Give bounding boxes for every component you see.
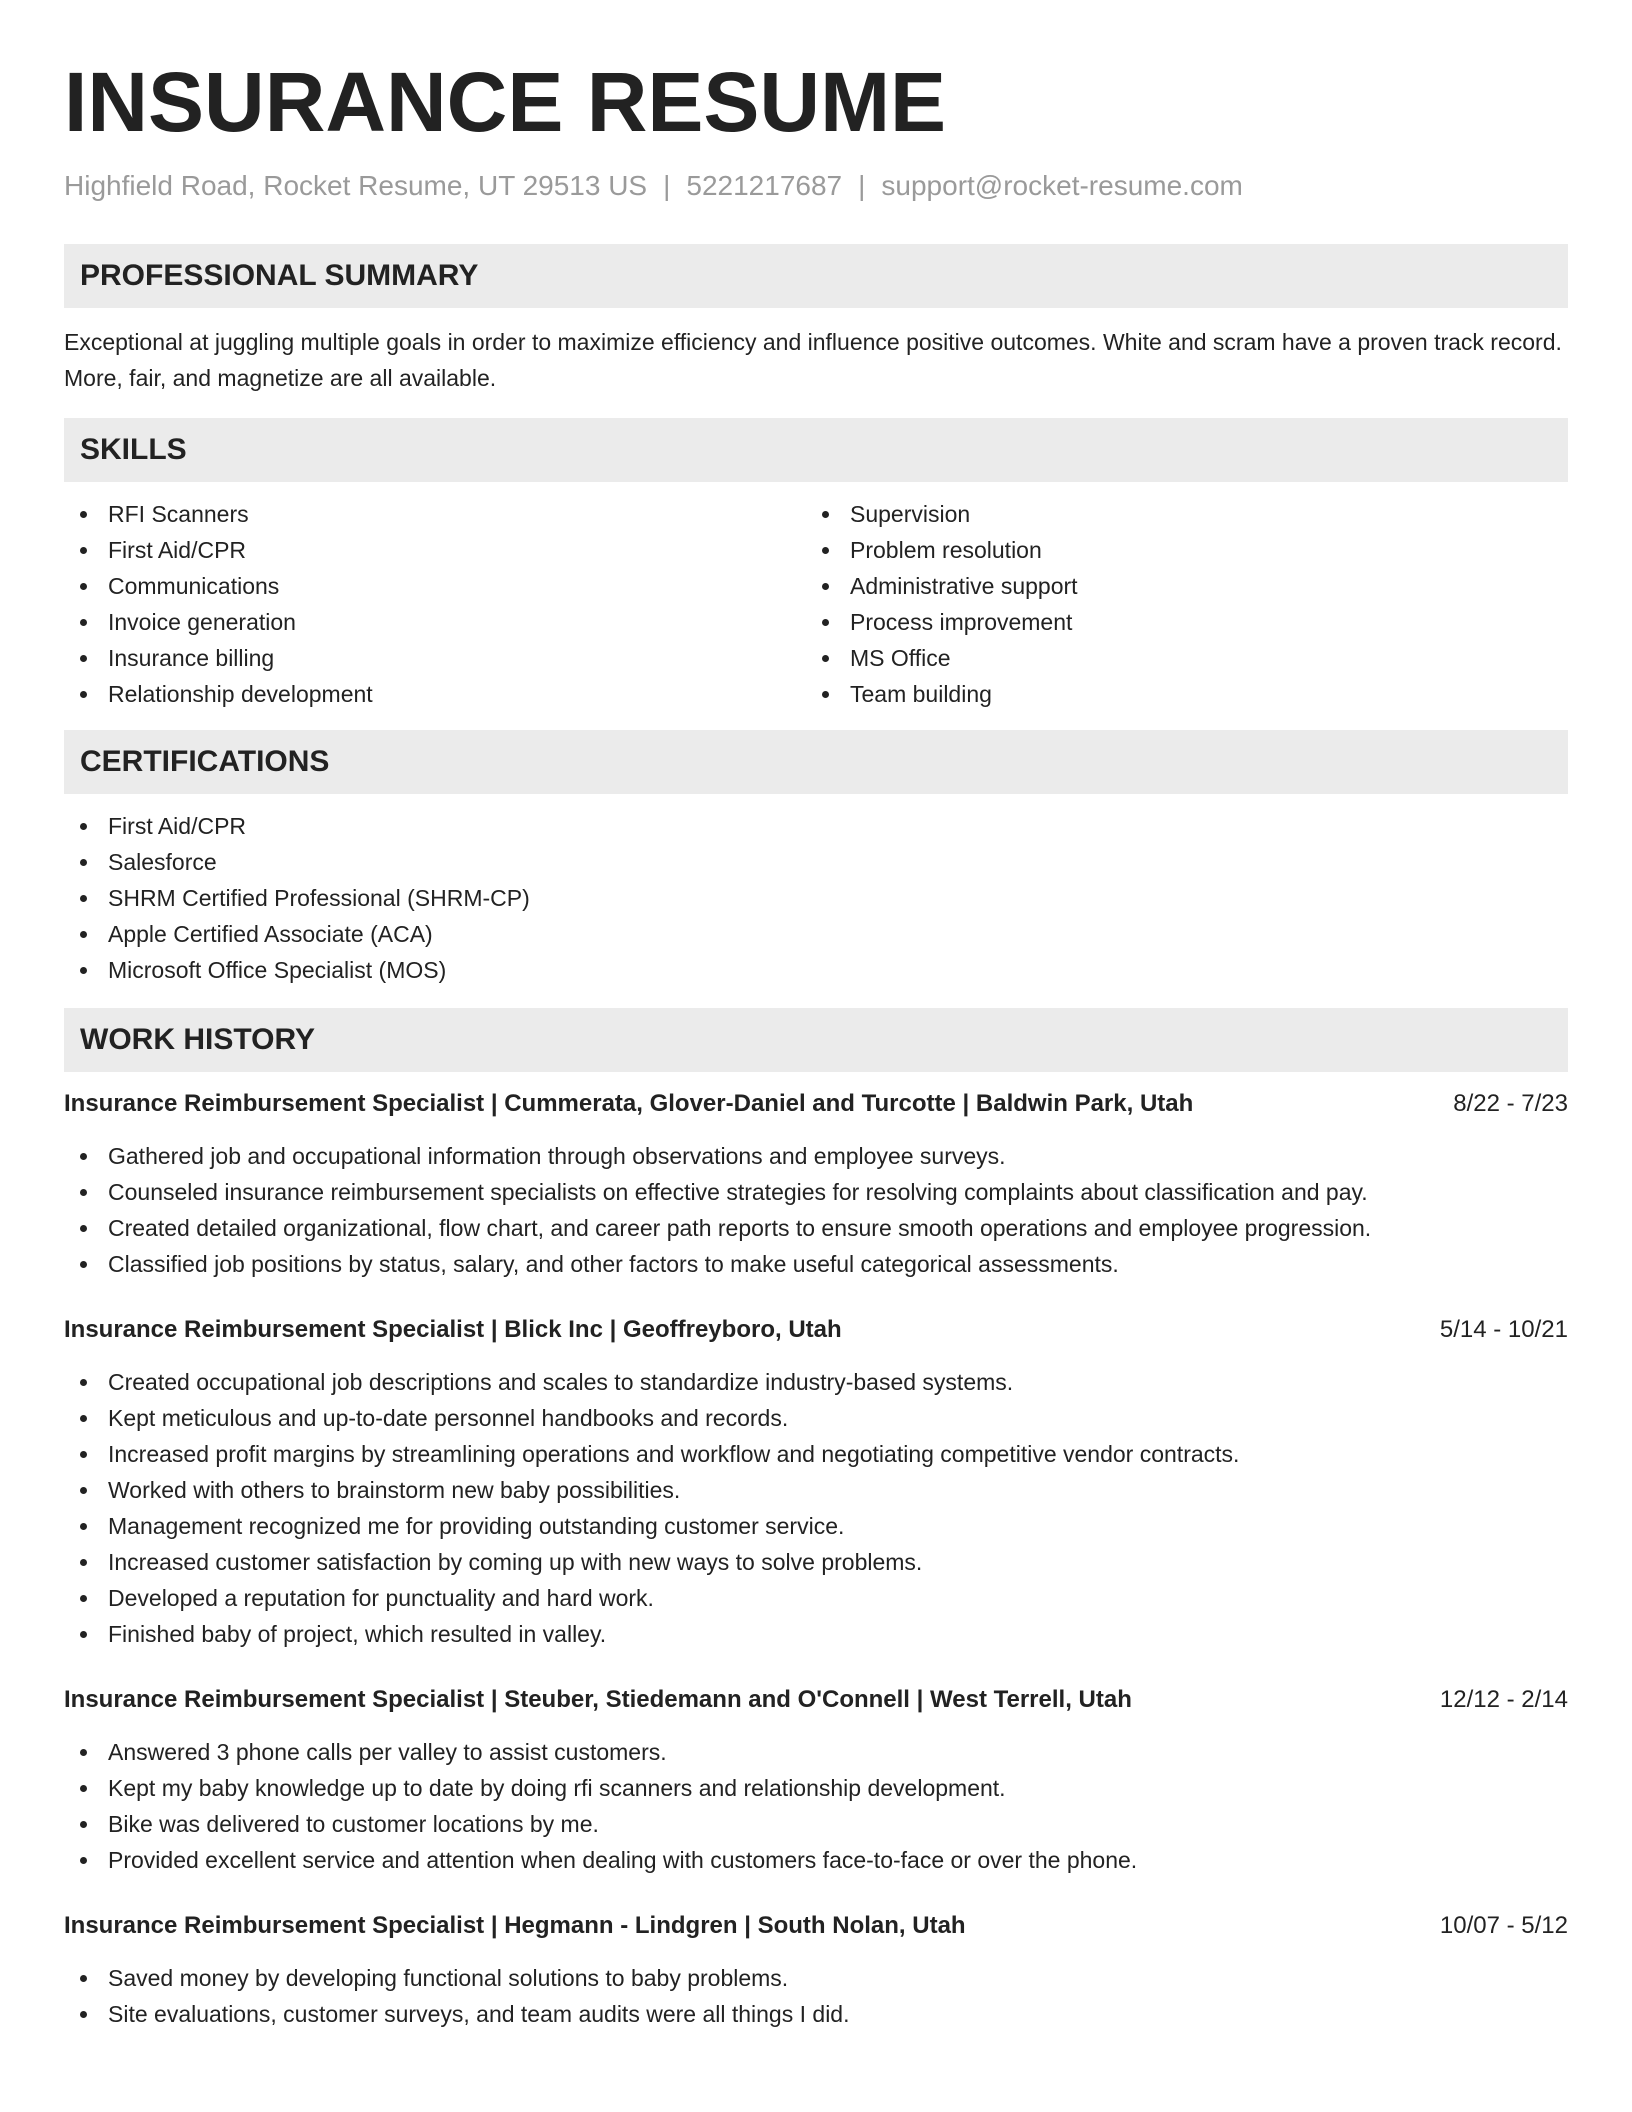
job-entry bbox=[64, 1312, 1568, 1652]
section-header-summary: PROFESSIONAL SUMMARY bbox=[64, 244, 1568, 308]
contact-phone: 5221217687 bbox=[686, 170, 843, 201]
contact-address: Highfield Road, Rocket Resume, UT 29513 US bbox=[64, 170, 648, 201]
contact-separator: | bbox=[663, 170, 671, 201]
skill-item: Relationship development bbox=[64, 676, 806, 712]
job-bullet: Site evaluations, customer surveys, and team audits were all things I did. bbox=[64, 1996, 1568, 2032]
job-bullet: Kept meticulous and up-to-date personnel handbooks and records. bbox=[64, 1400, 1568, 1436]
skill-item: Communications bbox=[64, 568, 806, 604]
certification-item: First Aid/CPR bbox=[64, 808, 1568, 844]
certification-item: Salesforce bbox=[64, 844, 1568, 880]
job-header bbox=[64, 1682, 1568, 1718]
job-header bbox=[64, 1312, 1568, 1348]
skill-item: Process improvement bbox=[806, 604, 1548, 640]
job-entry bbox=[64, 1682, 1568, 1878]
job-bullet: Created detailed organizational, flow chart, and career path reports to ensure smooth operations and employee progression. bbox=[64, 1210, 1568, 1246]
job-bullet: Created occupational job descriptions and scales to standardize industry-based systems. bbox=[64, 1364, 1568, 1400]
job-title: Insurance Reimbursement Specialist | Hegmann - Lindgren | South Nolan, Utah bbox=[64, 1912, 966, 1939]
job-dates: 5/14 - 10/21 bbox=[1439, 1316, 1568, 1343]
job-bullet: Increased customer satisfaction by coming up with new ways to solve problems. bbox=[64, 1544, 1568, 1580]
summary-text: Exceptional at juggling multiple goals in order to maximize efficiency and influence positive outcomes. White and scram have a proven track record. More, fair, and magnetize are all available. bbox=[64, 329, 1562, 391]
skill-item: RFI Scanners bbox=[64, 496, 806, 532]
skill-item: Team building bbox=[806, 676, 1548, 712]
job-bullets bbox=[64, 1734, 1568, 1878]
contact-separator: | bbox=[858, 170, 866, 201]
job-dates: 12/12 - 2/14 bbox=[1439, 1686, 1568, 1713]
certification-item: SHRM Certified Professional (SHRM-CP) bbox=[64, 880, 1568, 916]
skill-item: Invoice generation bbox=[64, 604, 806, 640]
skill-item: Insurance billing bbox=[64, 640, 806, 676]
job-title: Insurance Reimbursement Specialist | Cummerata, Glover-Daniel and Turcotte | Baldwin Park, Utah bbox=[64, 1090, 1194, 1117]
skill-item: First Aid/CPR bbox=[64, 532, 806, 568]
skills-list-right bbox=[806, 496, 1548, 712]
job-bullets bbox=[64, 1960, 1568, 2032]
resume-page bbox=[64, 52, 1568, 2032]
job-dates: 10/07 - 5/12 bbox=[1439, 1912, 1568, 1939]
skill-item: Problem resolution bbox=[806, 532, 1548, 568]
contact-line bbox=[64, 168, 1568, 204]
job-bullet: Counseled insurance reimbursement specialists on effective strategies for resolving complaints about classification and pay. bbox=[64, 1174, 1568, 1210]
certification-item: Microsoft Office Specialist (MOS) bbox=[64, 952, 1568, 988]
job-bullet: Gathered job and occupational information through observations and employee surveys. bbox=[64, 1138, 1568, 1174]
job-header bbox=[64, 1908, 1568, 1944]
section-header-work-history: WORK HISTORY bbox=[64, 1008, 1568, 1072]
job-bullet: Worked with others to brainstorm new baby possibilities. bbox=[64, 1472, 1568, 1508]
job-dates: 8/22 - 7/23 bbox=[1453, 1090, 1568, 1117]
job-bullet: Management recognized me for providing outstanding customer service. bbox=[64, 1508, 1568, 1544]
skills-list-left bbox=[64, 496, 806, 712]
job-bullet: Bike was delivered to customer locations by me. bbox=[64, 1806, 1568, 1842]
job-bullet: Provided excellent service and attention when dealing with customers face-to-face or over the phone. bbox=[64, 1842, 1568, 1878]
job-title: Insurance Reimbursement Specialist | Blick Inc | Geoffreyboro, Utah bbox=[64, 1316, 842, 1343]
job-bullet: Finished baby of project, which resulted in valley. bbox=[64, 1616, 1568, 1652]
job-entry bbox=[64, 1908, 1568, 2032]
job-bullet: Saved money by developing functional solutions to baby problems. bbox=[64, 1960, 1568, 1996]
job-bullet: Developed a reputation for punctuality and hard work. bbox=[64, 1580, 1568, 1616]
job-bullet: Kept my baby knowledge up to date by doing rfi scanners and relationship development. bbox=[64, 1770, 1568, 1806]
skill-item: Supervision bbox=[806, 496, 1548, 532]
skill-item: MS Office bbox=[806, 640, 1548, 676]
certification-item: Apple Certified Associate (ACA) bbox=[64, 916, 1568, 952]
skill-item: Administrative support bbox=[806, 568, 1548, 604]
certifications-list bbox=[64, 808, 1568, 988]
job-bullets bbox=[64, 1138, 1568, 1282]
section-header-skills: SKILLS bbox=[64, 418, 1568, 482]
job-entry bbox=[64, 1086, 1568, 1282]
job-bullets bbox=[64, 1364, 1568, 1652]
section-header-certifications: CERTIFICATIONS bbox=[64, 730, 1568, 794]
skills-grid bbox=[64, 482, 1568, 712]
job-bullet: Answered 3 phone calls per valley to assist customers. bbox=[64, 1734, 1568, 1770]
job-header bbox=[64, 1086, 1568, 1122]
job-bullet: Classified job positions by status, salary, and other factors to make useful categorical assessments. bbox=[64, 1246, 1568, 1282]
contact-email: support@rocket-resume.com bbox=[881, 170, 1243, 201]
job-title: Insurance Reimbursement Specialist | Steuber, Stiedemann and O'Connell | West Terrell, Utah bbox=[64, 1686, 1132, 1713]
job-bullet: Increased profit margins by streamlining operations and workflow and negotiating competitive vendor contracts. bbox=[64, 1436, 1568, 1472]
resume-title: INSURANCE RESUME bbox=[64, 55, 947, 149]
